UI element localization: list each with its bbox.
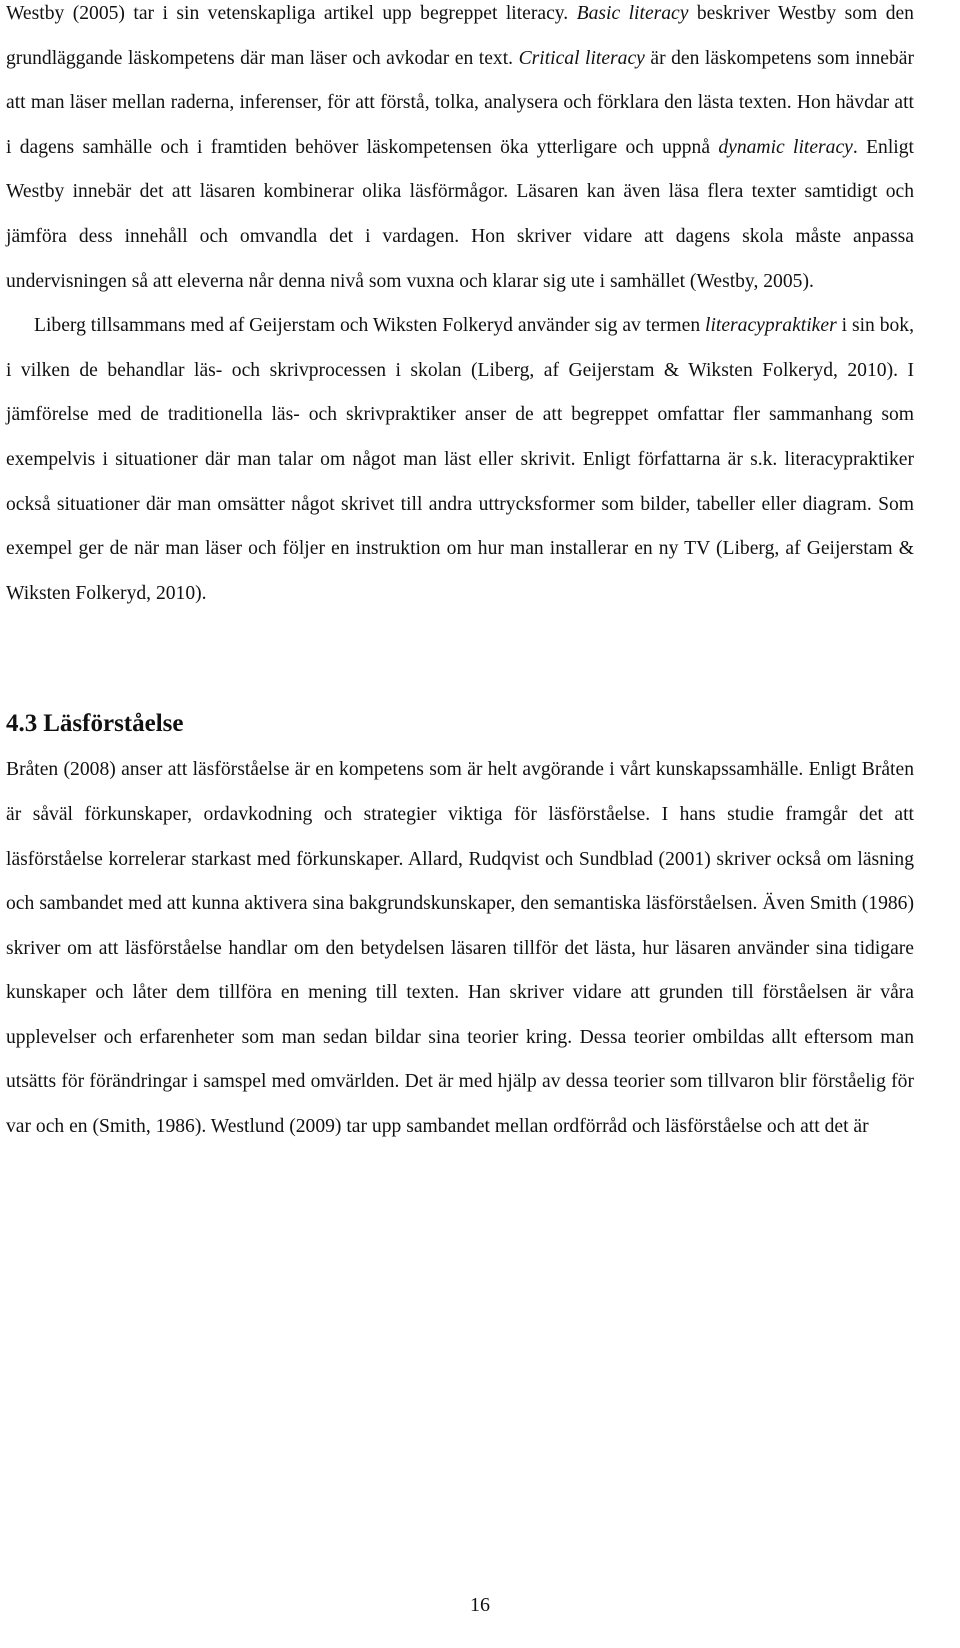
- section-number: 4.3: [6, 710, 38, 738]
- paragraph-text: Liberg tillsammans med af Geijerstam och Wiksten Folkeryd använder sig av termen: [34, 315, 706, 337]
- paragraph-literacypraktiker: [6, 304, 914, 616]
- term-basic-literacy: Basic literacy: [576, 3, 689, 24]
- term-literacypraktiker: literacypraktiker: [705, 315, 837, 337]
- section-title: Läsförståelse: [43, 710, 184, 738]
- term-critical-literacy: Critical literacy: [518, 47, 645, 69]
- paragraph-text: beskriver Westby som den grundläggande läskompetens där man läser och avkodar en text.: [6, 3, 914, 69]
- term-dynamic-literacy: dynamic literacy: [718, 136, 853, 158]
- paragraph-lasforstaelse: Bråten (2008) anser att läsförståelse är en kompetens som är helt avgörande i vårt kunskapssamhälle. Enligt Bråten är såväl förkunskaper, ordavkodning och strategier viktiga för läsförståelse. I hans studie framgår det att läsförståelse korrelerar starkast med förkunskaper. Allard, Rudqvist och Sundblad (2001) skriver också om läsning och sambandet med att kunna aktivera sina bakgrundskunskaper, den semantiska läsförståelsen. Även Smith (1986) skriver om att läsförståelse handlar om den betydelsen läsaren tillför det lästa, hur läsaren använder sina tidigare kunskaper och låter dem tillföra en mening till texten. Han skriver vidare att grunden till förståelsen är våra upplevelser och erfarenheter som man sedan bildar sina teorier kring. Dessa teorier ombildas allt eftersom man utsätts för förändringar i samspel med omvärlden. Det är med hjälp av dessa teorier som tillvaron blir förståelig för var och en (Smith, 1986). Westlund (2009) tar upp sambandet mellan ordförråd och läsförståelse och att det är: [6, 759, 914, 1138]
- section-spacer: [6, 616, 914, 704]
- paragraph-text: . Enligt Westby innebär det att läsaren kombinerar olika läsförmågor. Läsaren kan även läsa flera texter samtidigt och jämföra dess innehåll och omvandla det i vardagen. Hon skriver vidare att dagens skola måste anpassa undervisningen så att eleverna når denna nivå som vuxna och klarar sig ute i samhället (Westby, 2005).: [6, 136, 914, 292]
- section-heading: [6, 704, 914, 748]
- paragraph-text: är den läskompetens som innebär att man läser mellan raderna, inferenser, för att förstå, tolka, analysera och förklara den lästa texten. Hon hävdar att i dagens samhälle och i framtiden behöver läskompetensen öka ytterligare och uppnå: [6, 47, 914, 158]
- document-page: [6, 0, 914, 1150]
- page-number: 16: [470, 1594, 490, 1616]
- paragraph-text: Westby (2005) tar i sin vetenskapliga artikel upp begreppet literacy.: [6, 3, 577, 24]
- paragraph-text: i sin bok, i vilken de behandlar läs- och skrivprocessen i skolan (Liberg, af Geijerstam & Wiksten Folkeryd, 2010). I jämförelse med de traditionella läs- och skrivpraktiker anser de att begreppet omfattar fler sammanhang som exempelvis i situationer där man talar om något man läst eller skrivit. Enligt författarna är s.k. literacypraktiker också situationer där man omsätter något skrivet till andra uttrycksformer som bilder, tabeller eller diagram. Som exempel ger de när man läser och följer en instruktion om hur man installerar en ny TV (Liberg, af Geijerstam & Wiksten Folkeryd, 2010).: [6, 315, 914, 604]
- paragraph-westby-literacy: [6, 0, 914, 304]
